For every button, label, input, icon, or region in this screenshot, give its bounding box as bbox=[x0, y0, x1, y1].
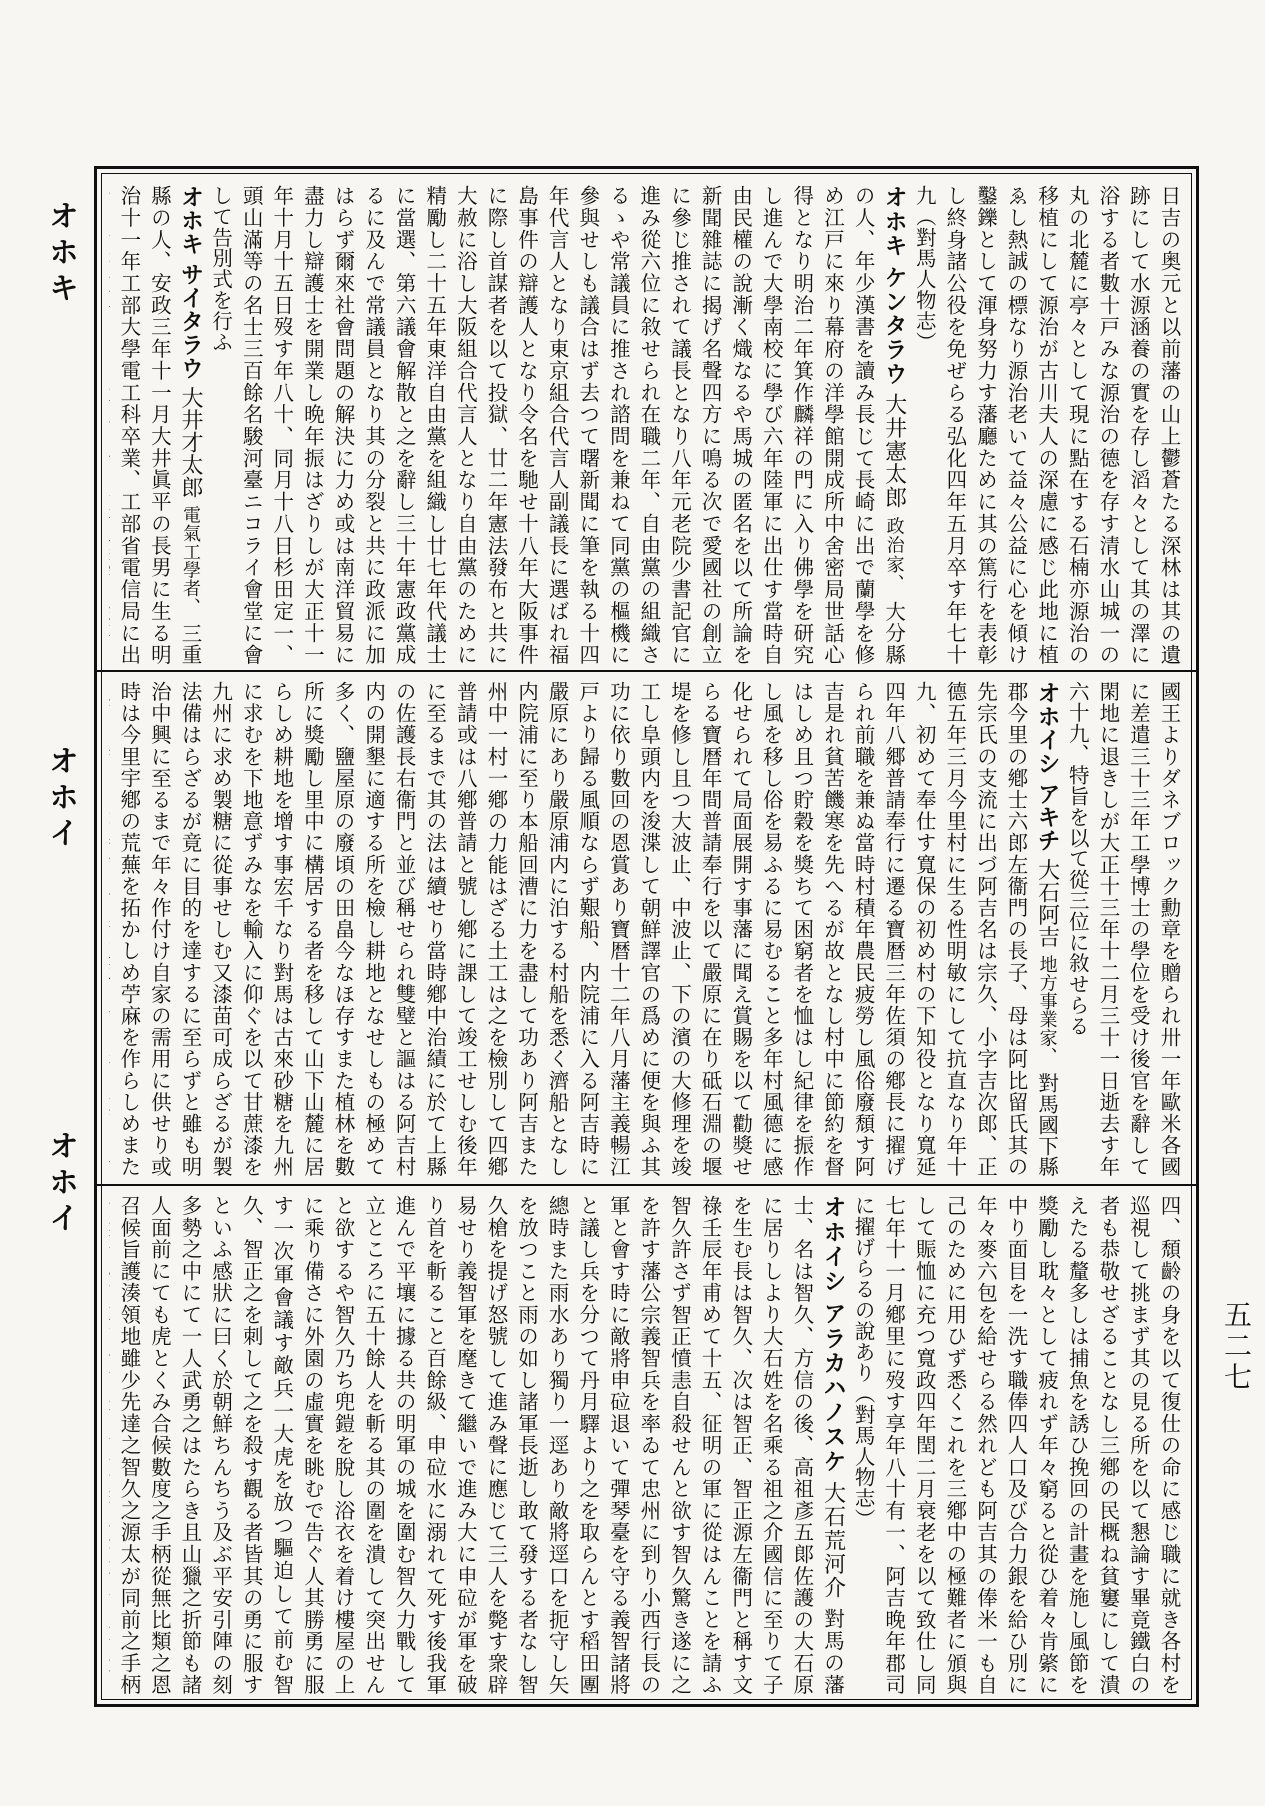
entry-heading-name: オホキ bbox=[880, 185, 907, 258]
entry-heading-role: 地方事業家、 bbox=[1036, 955, 1058, 1066]
entry-continuation: 國王よりダネブロック勳章を贈られ卅一年歐米各國に差遣三十三年工學博士の學位を受け後官を辭して閑地に退きしが大正十三年十二月三十一日逝去す年六十九、特旨を以て從三位に敘せらる bbox=[1065, 681, 1181, 1177]
entry-heading-name: オホキ bbox=[177, 185, 203, 256]
entry-heading-kana: ケンタラウ bbox=[880, 265, 907, 386]
entry-heading-kana: アキチ bbox=[1033, 781, 1060, 852]
entry-body: 對馬の藩士、名は智久、方信の後、高祖彥五郞佐護の大石原に居りしより大石姓を名乘る祖之介國信に至りて子を生む長は智久、次は智正、智正源左衞門と稱す文祿壬辰年甫めて十五、征明の軍に從はんことを請ふ智久許さず智正憤恚自殺せんと欲す智久驚き遂に之を許す藩公宗義智兵を率ゐて忠州に到り小西行長の軍と會す時に敵將申砬退いて彈琴臺を守る義智諸將と議し兵を分つて丹月驛より之を取らんとす稻田團總時また雨水あり獨り一逕あり敵將逕口を扼守し矢を放つこと雨の如し諸軍長逝し敢て發する者なし智久槍を提げ怒號して進み聲に應じて三人を斃す衆辟易せり義智軍を麾きて繼いで進み大に申砬が軍を破り首を斬ること百餘級、申砬水に溺れて死す後我軍進んで平壤に據る共の明軍の城を圍む智久力戰して立ところに五十餘人を斬る其の圍を潰して突出せんと欲するや智久乃ち兜鎧を脫し浴衣を着け樓屋の上に乘り備さに外園の虛實を眺むで告ぐ人其勝勇に服す一次軍會議す敵兵一大虎を放つ驅迫して前む智久、智正之を刺して之を殺す觀る者皆其の勇に服すといふ感狀に曰く於朝鮮ちんちう及ぶ平安引陣の刻多勢之中にて一人武勇之はたらき且山獵之折節も諸人面前にても虎とくみ合候數度之手柄從無比類之恩召候旨護湊領地雖少先達之智久之源太が同前之手柄 bbox=[116, 1195, 845, 1695]
tier-divider-1 bbox=[97, 670, 1196, 672]
tier-1 bbox=[109, 185, 1184, 665]
entry-body: 三重縣の人、安政三年十一月大井眞平の長男に生る明治十一年工部大學電工科卒業、工部省電信局に出 bbox=[116, 185, 202, 665]
entry-oishi-arakawanosuke bbox=[109, 1195, 847, 1695]
entry-oi-kentaro bbox=[205, 185, 909, 665]
text-frame bbox=[94, 166, 1199, 1707]
running-head-bottom: オホイ bbox=[43, 1130, 78, 1238]
entry-heading-kanji: 大石荒河介 bbox=[820, 1481, 846, 1600]
entry-continuation: 四、頹齡の身を以て復仕の命に感じ職に就き各村を巡視して挑まず其の見る所を以て懇論す畢竟鐵白の者も恭敬せざることなし三鄕の民概ね貧窶にして潰えたる釐多しは捕魚を誘ひ挽回の計畫を施し風節を獎勵し耽々として疲れず年々窮ると從ひ着々肯綮に中り面目を一洗す職俸四人口及び合力銀を給ひ別に年々麥六包を給せらる然れども阿吉其の俸米一も自己のために用ひず悉くこれを三鄕中の極難者に頒與して賑恤に充つ寬政四年閏二月衰老を以て致仕し同七年十一月鄕里に歿す享年八十有一、阿吉晚年郡司に擢げらるの說あり（對馬人物志） bbox=[851, 1195, 1181, 1695]
entry-heading-kanji: 大井憲太郎 bbox=[881, 393, 907, 510]
entry-heading-kanji: 大井才太郎 bbox=[178, 386, 203, 499]
entry-heading-role: 政治家、 bbox=[883, 516, 905, 594]
entry-heading-role: 電氣工學者、 bbox=[180, 505, 201, 617]
entry-heading-kana: サイタラウ bbox=[177, 262, 203, 380]
running-head-top: オホキ bbox=[43, 200, 78, 308]
entry-heading-kanji: 大石阿吉 bbox=[1034, 858, 1060, 949]
entry-heading-name: オホイシ bbox=[819, 1195, 846, 1294]
entry-continuation: 日吉の奥元と以前藩の山上鬱蒼たる深林は其の遺跡にして水源涵養の實を存し滔々として其の澤に浴する者數十戸みな源治の德を存す清水山城一の丸の北麓に亭々として現に點在する石楠亦源治の移植にして源治が古川夫人の深慮に感じ此地に植ゑし熱誠の標なり源治老いて益々公益に心を傾け鑿鑠として渾身努力す藩廳ために其の篤行を表彰し終身諸公役を免ぜらる弘化四年五月卒す年七十九（對馬人物志） bbox=[912, 185, 1181, 665]
entry-heading-name: オホイシ bbox=[1033, 681, 1060, 775]
tier-divider-2 bbox=[97, 1184, 1196, 1186]
tier-3 bbox=[109, 1195, 1184, 1695]
entry-body: 大分縣の人、年少漢書を讀み長じて長崎に出で蘭學を修め江戸に來り幕府の洋學館開成所中舍密局世話心得となり明治二年箕作麟祥の門に入り佛學を研究し進んで大學南校に學び六年陸軍に出仕す當時自由民權の說漸く熾なるや馬城の匿名を以て所論を新聞雜誌に揭げ名聲四方に鳴る次で愛國社の創立に參じ推されて議長となり八年元老院少書記官に進み從六位に敘せられ在職二年、自由黨の組織さるゝや常議員に推され諮問を兼ねて同黨の樞機に參與せしも議合はず去つて曙新聞に筆を執る十四年代言人となり東京組合代言人副議長に選ばれ福島事件の辯護人となり令名を馳せ十八年大阪事件に際し首謀者を以て投獄、廿二年憲法發布と共に大赦に浴し大阪組合代言人となり自由黨のために精勵し二十五年東洋自由黨を組織し廿七年代議士に當選、第六議會解散と之を辭し三十年憲政黨成るに及んで常議員となり其の分裂と共に政派に加はらず爾來社會問題の解決に力め或は南洋貿易に盡力し辯護士を開業し晩年振はざりしが大正十一年十月十五日歿す年八十、同月十八日杉田定一、頭山滿等の名士三百餘名駿河臺ニコライ會堂に會して告別式を行ふ bbox=[208, 185, 906, 665]
running-head-middle: オホイ bbox=[43, 745, 78, 853]
entry-oi-saitaro bbox=[109, 185, 205, 665]
entry-oishi-akichi bbox=[109, 681, 1062, 1177]
tier-2 bbox=[109, 681, 1184, 1177]
entry-body: 對馬國下縣郡今里の鄕士六郎左衞門の長子、母は阿比留氏其の先宗氏の支流に出づ阿吉名は宗久、小字吉次郎、正德五年三月今里村に生る性明敏にして抗直なり年十九、初めて奉仕す寬保の初め村の下知役となり寬延四年八郷普請奉行に遷る寶暦三年佐須の鄕長に擢げられ前職を兼ぬ當時村積年農民疲勞し風俗廢頹す阿吉是れ貧苦饑寒を先へるが故となし村中に節約を督はしめ且つ貯穀を獎ちて困窮者を恤はし紀律を振作し風を移し俗を易ふるに易むること多年村風德に感化せられて局面展開す事藩に聞え賞賜を以て勸獎せらる寶暦年間普請奉行を以て嚴原に在り砥石淵の堰堤を修し且つ大波止、中波止、下の濱の大修理を竣工し阜頭内を浚渫して朝鮮譯官の爲めに便を與ふ其功に依り數回の恩賞あり寶暦十二年八月藩主義暢江戸より歸る風順ならず艱船、内院浦に入る阿吉時に嚴原にあり嚴原浦内に泊する村船を悉く濟船となし内院浦に至り本船回漕に力を盡して功あり阿吉また州中一村一鄕の力能はざる土工は之を檢別して四鄕普請或は八鄕普請と號し鄕に課して竣工せしむ後年に至るまで其の法は續せり當時鄕中治績に於て上縣の佐護長右衞門と並び稱せられ雙璧と謳はる阿吉村内の開墾に適する所を檢し耕地となせしもの極めて多く、鹽屋原の廢頃の田畠今なほ存すまた植林を數所に獎勵し里中に構居する者を移して山下山麓に居らしめ耕地を增す事宏千なり對馬は古來砂糖を九州に求むを下地意ずみなを輸入に仰ぐを以て甘蔗漆を九州に求め製糖に從事せしむ又漆苗可成らざるが製法備はらざるが竟に目的を達するに至らずと雖も明治中興に至るまで年々作付け自家の需用に供せり或時は今里宇鄕の荒蕪を拓かしめ苧麻を作らしめまた bbox=[116, 681, 1059, 1177]
entry-heading-kana: アラカハノスケ bbox=[819, 1301, 846, 1474]
page-number: 五二七 bbox=[1220, 1300, 1253, 1393]
